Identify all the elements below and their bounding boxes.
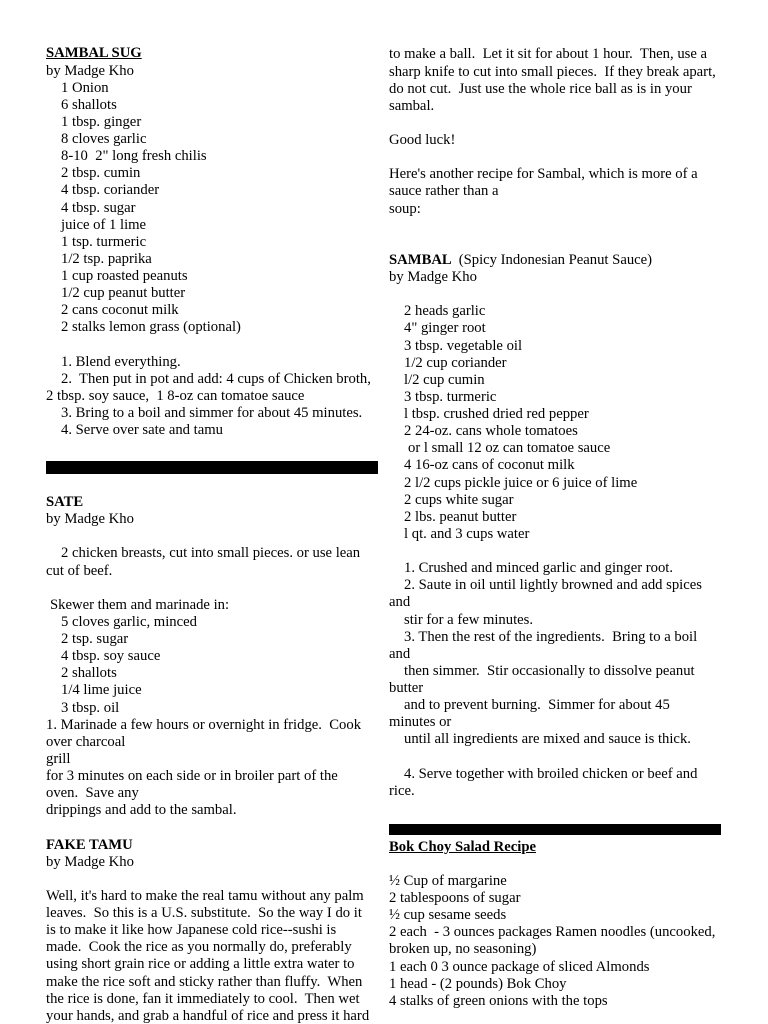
blank-line: [389, 149, 749, 166]
ingredient-line: 1/2 tsp. paprika: [61, 250, 152, 267]
instruction-line: 4. Serve over sate and tamu: [61, 422, 223, 439]
ingredient-line: or l small 12 oz can tomatoe sauce: [408, 440, 611, 457]
ingredient-line: 4" ginger root: [404, 320, 486, 337]
ingredient-line: 4 stalks of green onions with the tops: [389, 992, 608, 1009]
ingredient-line: 1 tbsp. ginger: [61, 113, 142, 130]
paragraph-line: sambal.: [389, 97, 435, 114]
ingredient-line: 3 tbsp. turmeric: [404, 388, 497, 405]
paragraph-line: make the rice soft and sticky rather than fluffy. When: [46, 973, 363, 990]
instruction-line: oven. Save any: [46, 785, 139, 802]
instruction-line: 2. Saute in oil until lightly browned and add spices: [404, 577, 702, 594]
note-line: soup:: [389, 200, 421, 217]
recipe-title: SAMBAL: [389, 251, 452, 268]
instruction-line: and: [389, 645, 411, 662]
ingredient-line: 5 cloves garlic, minced: [61, 613, 197, 630]
instruction-line: and: [389, 594, 411, 611]
instruction-line: drippings and add to the sambal.: [46, 802, 237, 819]
blank-line: [389, 286, 749, 303]
paragraph-line: using short grain rice or adding a little extra water to: [46, 956, 355, 973]
instruction-line: until all ingredients are mixed and sauce is thick.: [404, 731, 691, 748]
ingredient-line: 2 tsp. sugar: [61, 631, 129, 648]
recipe-heading: [389, 839, 749, 856]
recipe-title: SAMBAL SUG: [46, 45, 142, 62]
paragraph-line: your hands, and grab a handful of rice and press it hard: [46, 1007, 370, 1024]
blank-line: [46, 819, 378, 836]
note-line: sauce rather than a: [389, 183, 499, 200]
paragraph-line: is to make it like how Japanese cold rice--sushi is: [46, 922, 337, 939]
ingredient-line: 2 lbs. peanut butter: [404, 508, 517, 525]
paragraph-line: leaves. So this is a U.S. substitute. So the way I do it: [46, 905, 362, 922]
recipe-author: by Madge Kho: [46, 853, 134, 870]
instruction-line: minutes or: [389, 714, 452, 731]
ingredient-line: 4 16-oz cans of coconut milk: [404, 457, 575, 474]
ingredient-line: 4 tbsp. coriander: [61, 182, 160, 199]
paragraph-line: Well, it's hard to make the real tamu without any palm: [46, 887, 364, 904]
ingredient-line: 1/2 cup coriander: [404, 354, 507, 371]
ingredient-line: broken up, no seasoning): [389, 941, 537, 958]
blank-line: [389, 235, 749, 252]
ingredient-line: 4 tbsp. sugar: [61, 199, 136, 216]
ingredient-line: 2 each - 3 ounces packages Ramen noodles (uncooked,: [389, 924, 716, 941]
blank-line: [46, 528, 378, 545]
section-divider: [389, 824, 721, 835]
sambal-sug-recipe: [46, 45, 378, 439]
recipe-heading: [389, 252, 749, 269]
instruction-line: rice.: [389, 782, 415, 799]
paragraph-line: sharp knife to cut into small pieces. If they break apart,: [389, 63, 716, 80]
blank-line: [389, 115, 749, 132]
ingredient-line: 1 cup roasted peanuts: [61, 268, 188, 285]
sambal-recipe: [389, 252, 749, 800]
blank-line: [389, 218, 749, 235]
ingredient-line: 1/4 lime juice: [61, 682, 142, 699]
recipe-author: by Madge Kho: [46, 511, 134, 528]
blank-line: [46, 871, 378, 888]
blank-line: [46, 337, 378, 354]
blank-line: [389, 856, 749, 873]
ingredient-line: 8 cloves garlic: [61, 131, 147, 148]
recipe-subtitle: (Spicy Indonesian Peanut Sauce): [458, 251, 653, 268]
ingredient-line: 3 tbsp. vegetable oil: [404, 337, 523, 354]
instruction-line: 2. Then put in pot and add: 4 cups of Chicken broth,: [61, 370, 371, 387]
bok-choy-salad-recipe: [389, 839, 749, 1010]
instruction-line: 1. Marinade a few hours or overnight in fridge. Cook: [46, 716, 362, 733]
ingredient-line: 1/2 cup peanut butter: [61, 285, 186, 302]
ingredient-line: 2 cups white sugar: [404, 491, 514, 508]
ingredient-line: 8-10 2" long fresh chilis: [61, 148, 207, 165]
closing-line: Good luck!: [389, 132, 456, 149]
ingredient-line: l/2 cup cumin: [404, 371, 485, 388]
recipe-title: FAKE TAMU: [46, 836, 133, 853]
paragraph-line: to make a ball. Let it sit for about 1 hour. Then, use a: [389, 46, 708, 63]
instruction-line: 3. Bring to a boil and simmer for about 45 minutes.: [61, 405, 363, 422]
note-line: Here's another recipe for Sambal, which is more of a: [389, 166, 698, 183]
ingredient-line: 2 tablespoons of sugar: [389, 890, 521, 907]
instruction-line: 2 tbsp. soy sauce, 1 8-oz can tomatoe sauce: [46, 387, 305, 404]
recipe-title: SATE: [46, 494, 84, 511]
blank-line: [46, 580, 378, 597]
ingredient-line: ½ Cup of margarine: [389, 872, 507, 889]
recipe-title: Bok Choy Salad Recipe: [389, 838, 536, 855]
ingredient-line: 2 shallots: [61, 665, 117, 682]
paragraph-line: 2 chicken breasts, cut into small pieces. or use lean: [61, 545, 361, 562]
ingredient-line: 4 tbsp. soy sauce: [61, 648, 161, 665]
instruction-line: for 3 minutes on each side or in broiler part of the: [46, 768, 338, 785]
ingredient-line: 6 shallots: [61, 96, 117, 113]
left-column: [46, 45, 378, 1024]
recipe-author: by Madge Kho: [389, 269, 477, 286]
fake-tamu-continued: [389, 46, 749, 252]
instruction-line: and to prevent burning. Simmer for about 45: [404, 697, 670, 714]
recipe-heading: [46, 494, 378, 511]
section-divider: [46, 461, 378, 474]
ingredient-line: ½ cup sesame seeds: [389, 907, 507, 924]
ingredient-line: 2 cans coconut milk: [61, 302, 179, 319]
blank-line: [389, 749, 749, 766]
instruction-line: 1. Crushed and minced garlic and ginger root.: [404, 560, 674, 577]
ingredient-line: 1 tsp. turmeric: [61, 233, 147, 250]
instruction-line: over charcoal: [46, 733, 126, 750]
ingredient-line: 1 each 0 3 ounce package of sliced Almonds: [389, 958, 650, 975]
recipe-author: by Madge Kho: [46, 62, 134, 79]
instruction-line: 1. Blend everything.: [61, 353, 181, 370]
paragraph-line: cut of beef.: [46, 562, 113, 579]
instruction-line: 3. Then the rest of the ingredients. Bring to a boil: [404, 628, 698, 645]
instruction-line: 4. Serve together with broiled chicken or beef and: [404, 765, 698, 782]
ingredient-line: 2 l/2 cups pickle juice or 6 juice of lime: [404, 474, 638, 491]
ingredient-line: 2 tbsp. cumin: [61, 165, 141, 182]
paragraph-line: do not cut. Just use the whole rice ball as is in your: [389, 80, 692, 97]
ingredient-line: l qt. and 3 cups water: [404, 525, 530, 542]
right-column: [389, 46, 749, 1010]
instruction-line: butter: [389, 680, 424, 697]
paragraph-line: the rice is done, fan it immediately to cool. Then wet: [46, 990, 360, 1007]
instruction-line: stir for a few minutes.: [404, 611, 534, 628]
sate-recipe: [46, 494, 378, 837]
paragraph-line: made. Cook the rice as you normally do, preferably: [46, 939, 352, 956]
instruction-line: then simmer. Stir occasionally to dissolve peanut: [404, 662, 695, 679]
ingredient-line: juice of 1 lime: [61, 216, 147, 233]
marinade-heading: Skewer them and marinade in:: [50, 596, 230, 613]
recipe-heading: [46, 837, 378, 854]
blank-line: [389, 543, 749, 560]
ingredient-line: 3 tbsp. oil: [61, 699, 120, 716]
ingredient-line: 2 stalks lemon grass (optional): [61, 319, 241, 336]
fake-tamu-recipe: [46, 837, 378, 1024]
instruction-line: grill: [46, 750, 71, 767]
ingredient-line: 1 head - (2 pounds) Bok Choy: [389, 975, 567, 992]
ingredient-line: 1 Onion: [61, 79, 109, 96]
recipe-heading: [46, 45, 378, 62]
ingredient-line: 2 heads garlic: [404, 303, 486, 320]
ingredient-line: 2 24-oz. cans whole tomatoes: [404, 423, 578, 440]
ingredient-line: l tbsp. crushed dried red pepper: [404, 406, 589, 423]
